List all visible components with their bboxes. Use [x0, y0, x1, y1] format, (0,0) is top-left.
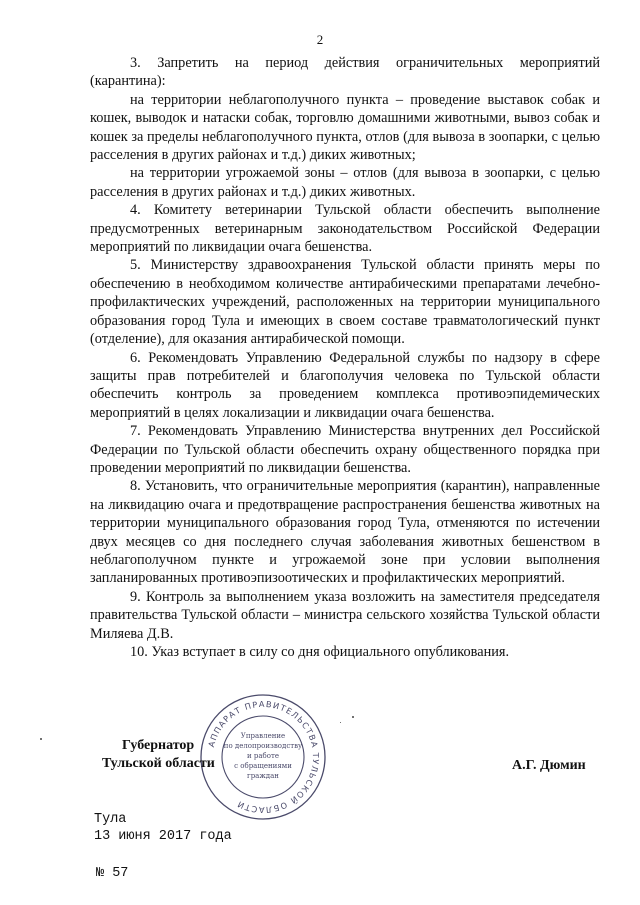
paragraph-6: 6. Рекомендовать Управлению Федеральной службы по надзору в сфере защиты прав потребителей и благополучия человека по Тульской области обеспечить контроль за проведением комплекса противоэпидемических мероприятий в целях локализации и ликвидации очага бешенства.: [90, 349, 600, 421]
paragraph-3: 3. Запретить на период действия ограничительных мероприятий (карантина):: [90, 55, 600, 90]
scan-speck: [40, 738, 42, 740]
paragraph-5: 5. Министерству здравоохранения Тульской области принять меры по обеспечению в необходимом количестве антирабическими препаратами лечебно-профилактических учреждений, расположенных на территории муниципального образования город Тула и имеющих в своем составе травматологический пункт (отделение), для оказания антирабической помощи.: [90, 257, 600, 348]
paragraph-10: 10. Указ вступает в силу со дня официального опубликования.: [130, 644, 510, 660]
paragraph-3-item-1: на территории неблагополучного пункта – проведение выставок собак и кошек, выводок и натаски собак, торговлю домашними животными, вывоз собак и кошек за пределы неблагополучного пункта, отлов (для вывоза в зоопарки, с целью расселения в других районах и т.д.) диких животных;: [90, 91, 600, 164]
decree-body: [90, 54, 600, 661]
document-number: № 57: [96, 866, 129, 881]
paragraph-4: 4. Комитету ветеринарии Тульской области обеспечить выполнение предусмотренных ветеринарным законодательством Российской Федерации мероприятий по ликвидации очага бешенства.: [90, 202, 600, 256]
signatory-name: А.Г. Дюмин: [512, 758, 586, 773]
seal-ring-text: АППАРАТ ПРАВИТЕЛЬСТВА ТУЛЬСКОЙ ОБЛАСТИ: [206, 698, 322, 816]
seal-center-line-2: по делопроизводству: [223, 742, 303, 750]
seal-center-line-1: Управление: [240, 732, 286, 740]
signatory-title-line-1: Губернатор: [122, 738, 195, 753]
official-seal-stamp: [198, 692, 328, 822]
signing-date: 13 июня 2017 года: [94, 829, 232, 844]
paragraph-3-item-2: на территории угрожаемой зоны – отлов (для вывоза в зоопарки, с целью расселения в других районах и т.д.) диких животных.: [90, 165, 600, 200]
seal-center-line-3: и работе: [247, 752, 279, 760]
signatory-title-line-2: Тульской области: [102, 756, 215, 771]
seal-center-line-4: с обращениями: [234, 762, 292, 770]
scan-speck: [352, 716, 354, 718]
page-number: 2: [316, 32, 324, 47]
place-of-signing: Тула: [94, 812, 127, 827]
paragraph-7: 7. Рекомендовать Управлению Министерства внутренних дел Российской Федерации по Тульской области обеспечить охрану общественного порядка при проведении мероприятий по ликвидации бешенства.: [90, 423, 600, 476]
paragraph-8: 8. Установить, что ограничительные мероприятия (карантин), направленные на ликвидацию очага и предотвращение распространения бешенства животных на территории муниципального образования город Тула, отменяются по истечении двух месяцев со дня последнего случая заболевания животных бешенством в неблагополучном пункте и угрожаемой зоне при условии выполнения запланированных противоэпизоотических и профилактических мероприятий.: [90, 478, 600, 587]
paragraph-9: 9. Контроль за выполнением указа возложить на заместителя председателя правительства Тульской области – министра сельского хозяйства Тульской области Миляева Д.В.: [90, 588, 600, 642]
seal-center-line-5: граждан: [247, 772, 279, 780]
scan-speck: [340, 722, 341, 723]
